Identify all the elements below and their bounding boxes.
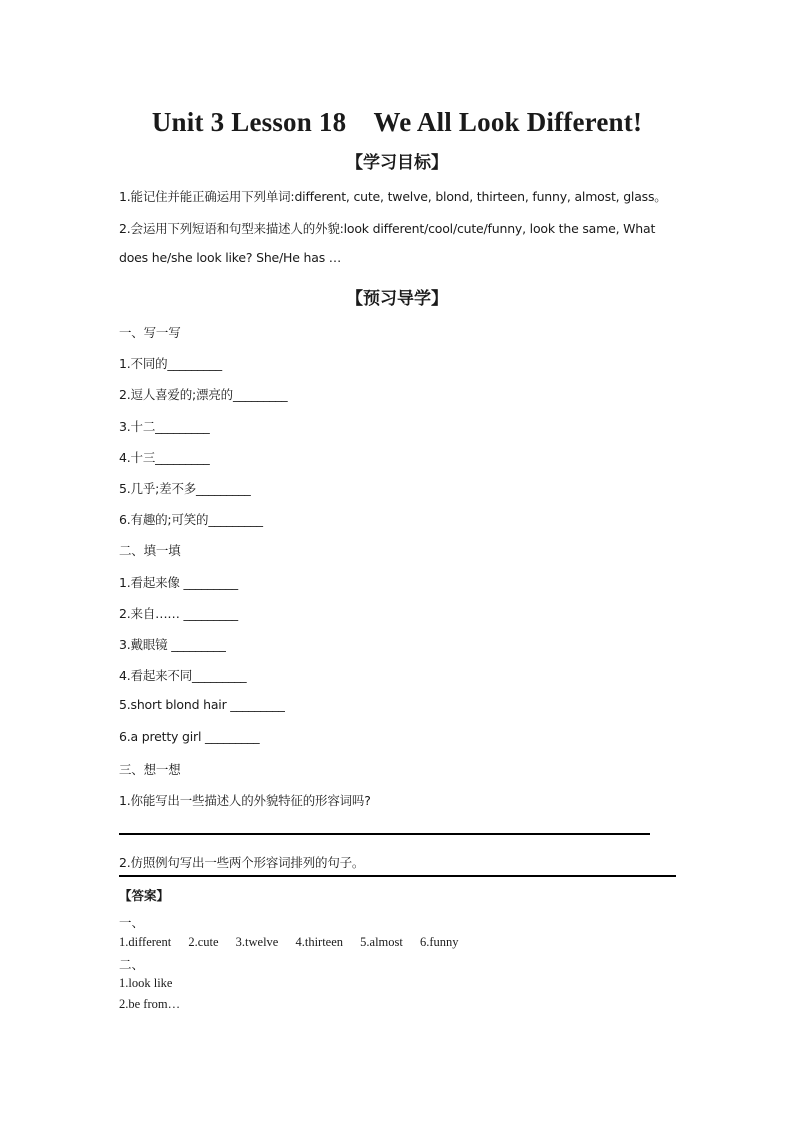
answer-line-2 [119,875,676,877]
section-1-title: 一、写一写 [119,325,181,340]
section-1-item-6: 6.有趣的;可笑的_________ [119,512,263,527]
answer-item: 5.almost [360,935,403,949]
answer-item: 1.different [119,935,172,949]
section-2-item-2: 2.来自…… _________ [119,606,238,621]
answer-line-1 [119,833,650,835]
section-3-question-1: 1.你能写出一些描述人的外貌特征的形容词吗? [119,793,371,808]
section-1-item-2: 2.逗人喜爱的;漂亮的_________ [119,387,288,402]
answer-item: 3.twelve [235,935,279,949]
section-2-item-6: 6.a pretty girl _________ [119,729,260,744]
section-2-item-4: 4.看起来不同_________ [119,668,247,683]
section-1-item-1: 1.不同的_________ [119,356,222,371]
answer-item: 4.thirteen [295,935,344,949]
answers-part-1-label: 一、 [119,915,145,930]
page-title: Unit 3 Lesson 18 We All Look Different! [151,107,643,137]
section-1-item-4: 4.十三_________ [119,450,210,465]
answers-heading: 【答案】 [119,888,170,903]
goals-heading: 【学习目标】 [346,153,448,173]
answers-part-2-item-1: 1.look like [119,976,173,990]
section-2-item-1: 1.看起来像 _________ [119,575,238,590]
goal-item-1: 1.能记住并能正确运用下列单词:different, cute, twelve, blond, thirteen, funny, almost, glass。 [119,189,667,204]
section-3-title: 三、想一想 [119,762,181,777]
section-1-item-3: 3.十二_________ [119,419,210,434]
section-2-item-5: 5.short blond hair _________ [119,697,285,712]
goal-item-2-line-2: does he/she look like? She/He has … [119,250,342,265]
section-1-item-5: 5.几乎;差不多_________ [119,481,251,496]
section-3-question-2: 2.仿照例句写出一些两个形容词排列的句子。 [119,855,365,870]
answer-item: 6.funny [420,935,459,949]
answers-part-2-item-2: 2.be from… [119,997,181,1011]
section-2-title: 二、填一填 [119,543,181,558]
answers-part-2-label: 二、 [119,957,145,972]
answer-item: 2.cute [188,935,219,949]
goal-item-2-line-1: 2.会运用下列短语和句型来描述人的外貌:look different/cool/cute/funny, look the same, What [119,221,656,236]
section-2-item-3: 3.戴眼镜 _________ [119,637,226,652]
answers-part-1-items [119,935,473,950]
preview-heading: 【预习导学】 [346,289,448,309]
